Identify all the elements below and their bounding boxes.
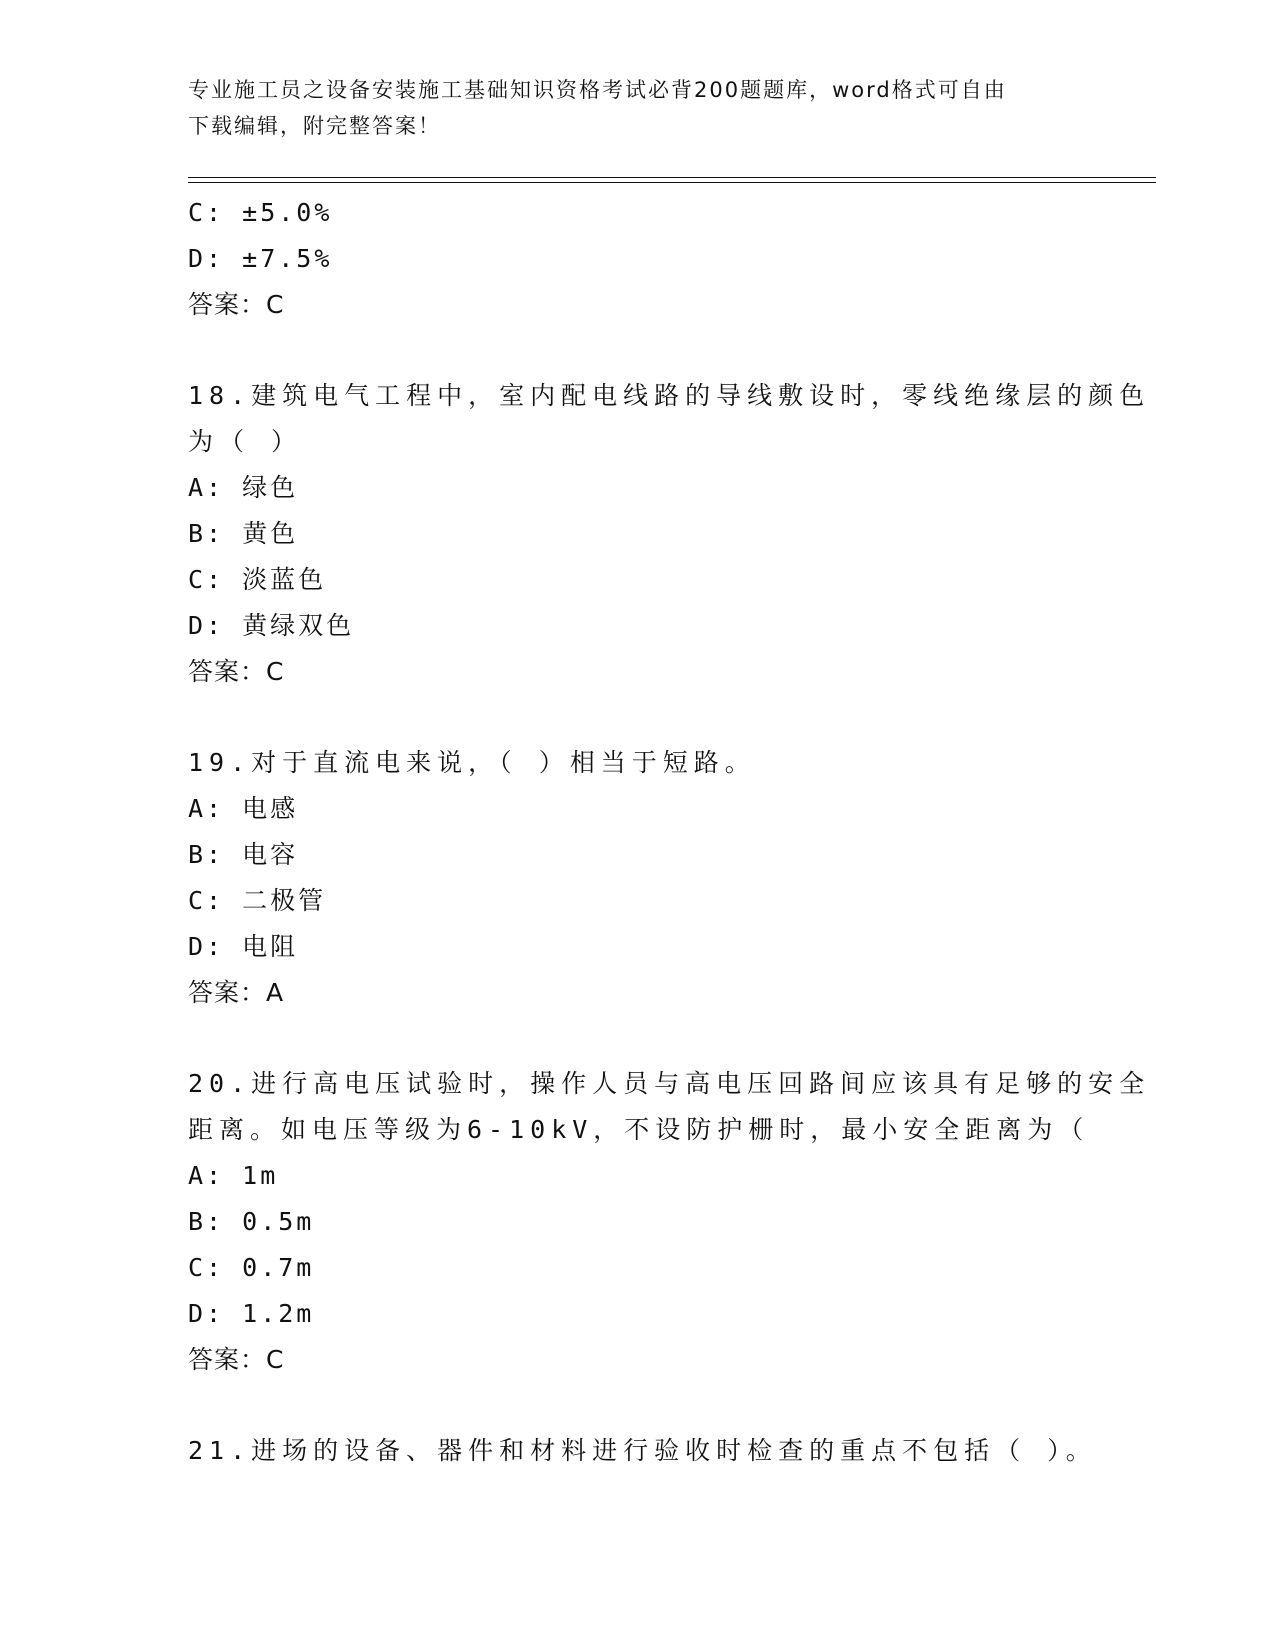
option-d: D: 电阻 (188, 932, 299, 961)
question-19 (188, 740, 1088, 1016)
spacer (188, 1383, 1088, 1428)
option-a: A: 1m (188, 1161, 279, 1190)
answer: 答案：A (188, 978, 285, 1007)
option-c: C: 淡蓝色 (188, 565, 327, 594)
question-18 (188, 373, 1151, 695)
answer: 答案：C (188, 1345, 285, 1374)
option-b: B: 电容 (188, 840, 299, 869)
spacer (188, 1016, 1088, 1061)
option-b: B: 黄色 (188, 519, 299, 548)
option-d: D: 1.2m (188, 1299, 315, 1328)
option-b: B: 0.5m (188, 1207, 315, 1236)
header-title-line-1: 专业施工员之设备安装施工基础知识资格考试必背200题题库，word格式可自由 (188, 78, 1007, 102)
spacer (188, 328, 1088, 373)
spacer (188, 695, 1088, 740)
question-20 (188, 1061, 1151, 1383)
document-header (188, 72, 1068, 144)
header-divider-bottom (188, 182, 1156, 183)
option-c: C: 二极管 (188, 886, 327, 915)
question-stem: 20.进行高电压试验时，操作人员与高电压回路间应该具有足够的安全 (188, 1069, 1151, 1098)
question-list (188, 190, 1151, 1474)
question-stem: 21.进场的设备、器件和材料进行验收时检查的重点不包括（ ）。 (188, 1436, 1097, 1465)
question-stem-continued: 距离。如电压等级为6-10kV，不设防护栅时，最小安全距离为（ (188, 1115, 1090, 1144)
header-divider-top (188, 177, 1156, 178)
option-a: A: 绿色 (188, 473, 299, 502)
option-a: A: 电感 (188, 794, 299, 823)
question-stem: 18.建筑电气工程中，室内配电线路的导线敷设时，零线绝缘层的颜色 (188, 381, 1151, 410)
question-17-tail (188, 190, 1088, 328)
question-21 (188, 1428, 1097, 1474)
answer: 答案：C (188, 657, 285, 686)
option-d: D: ±7.5% (188, 244, 333, 273)
option-c: C: ±5.0% (188, 198, 333, 227)
option-c: C: 0.7m (188, 1253, 315, 1282)
option-d: D: 黄绿双色 (188, 611, 355, 640)
header-title-line-2: 下载编辑，附完整答案！ (188, 114, 441, 138)
question-stem-continued: 为（ ） (188, 427, 303, 456)
question-stem: 19.对于直流电来说，（ ）相当于短路。 (188, 748, 756, 777)
answer: 答案：C (188, 290, 285, 319)
